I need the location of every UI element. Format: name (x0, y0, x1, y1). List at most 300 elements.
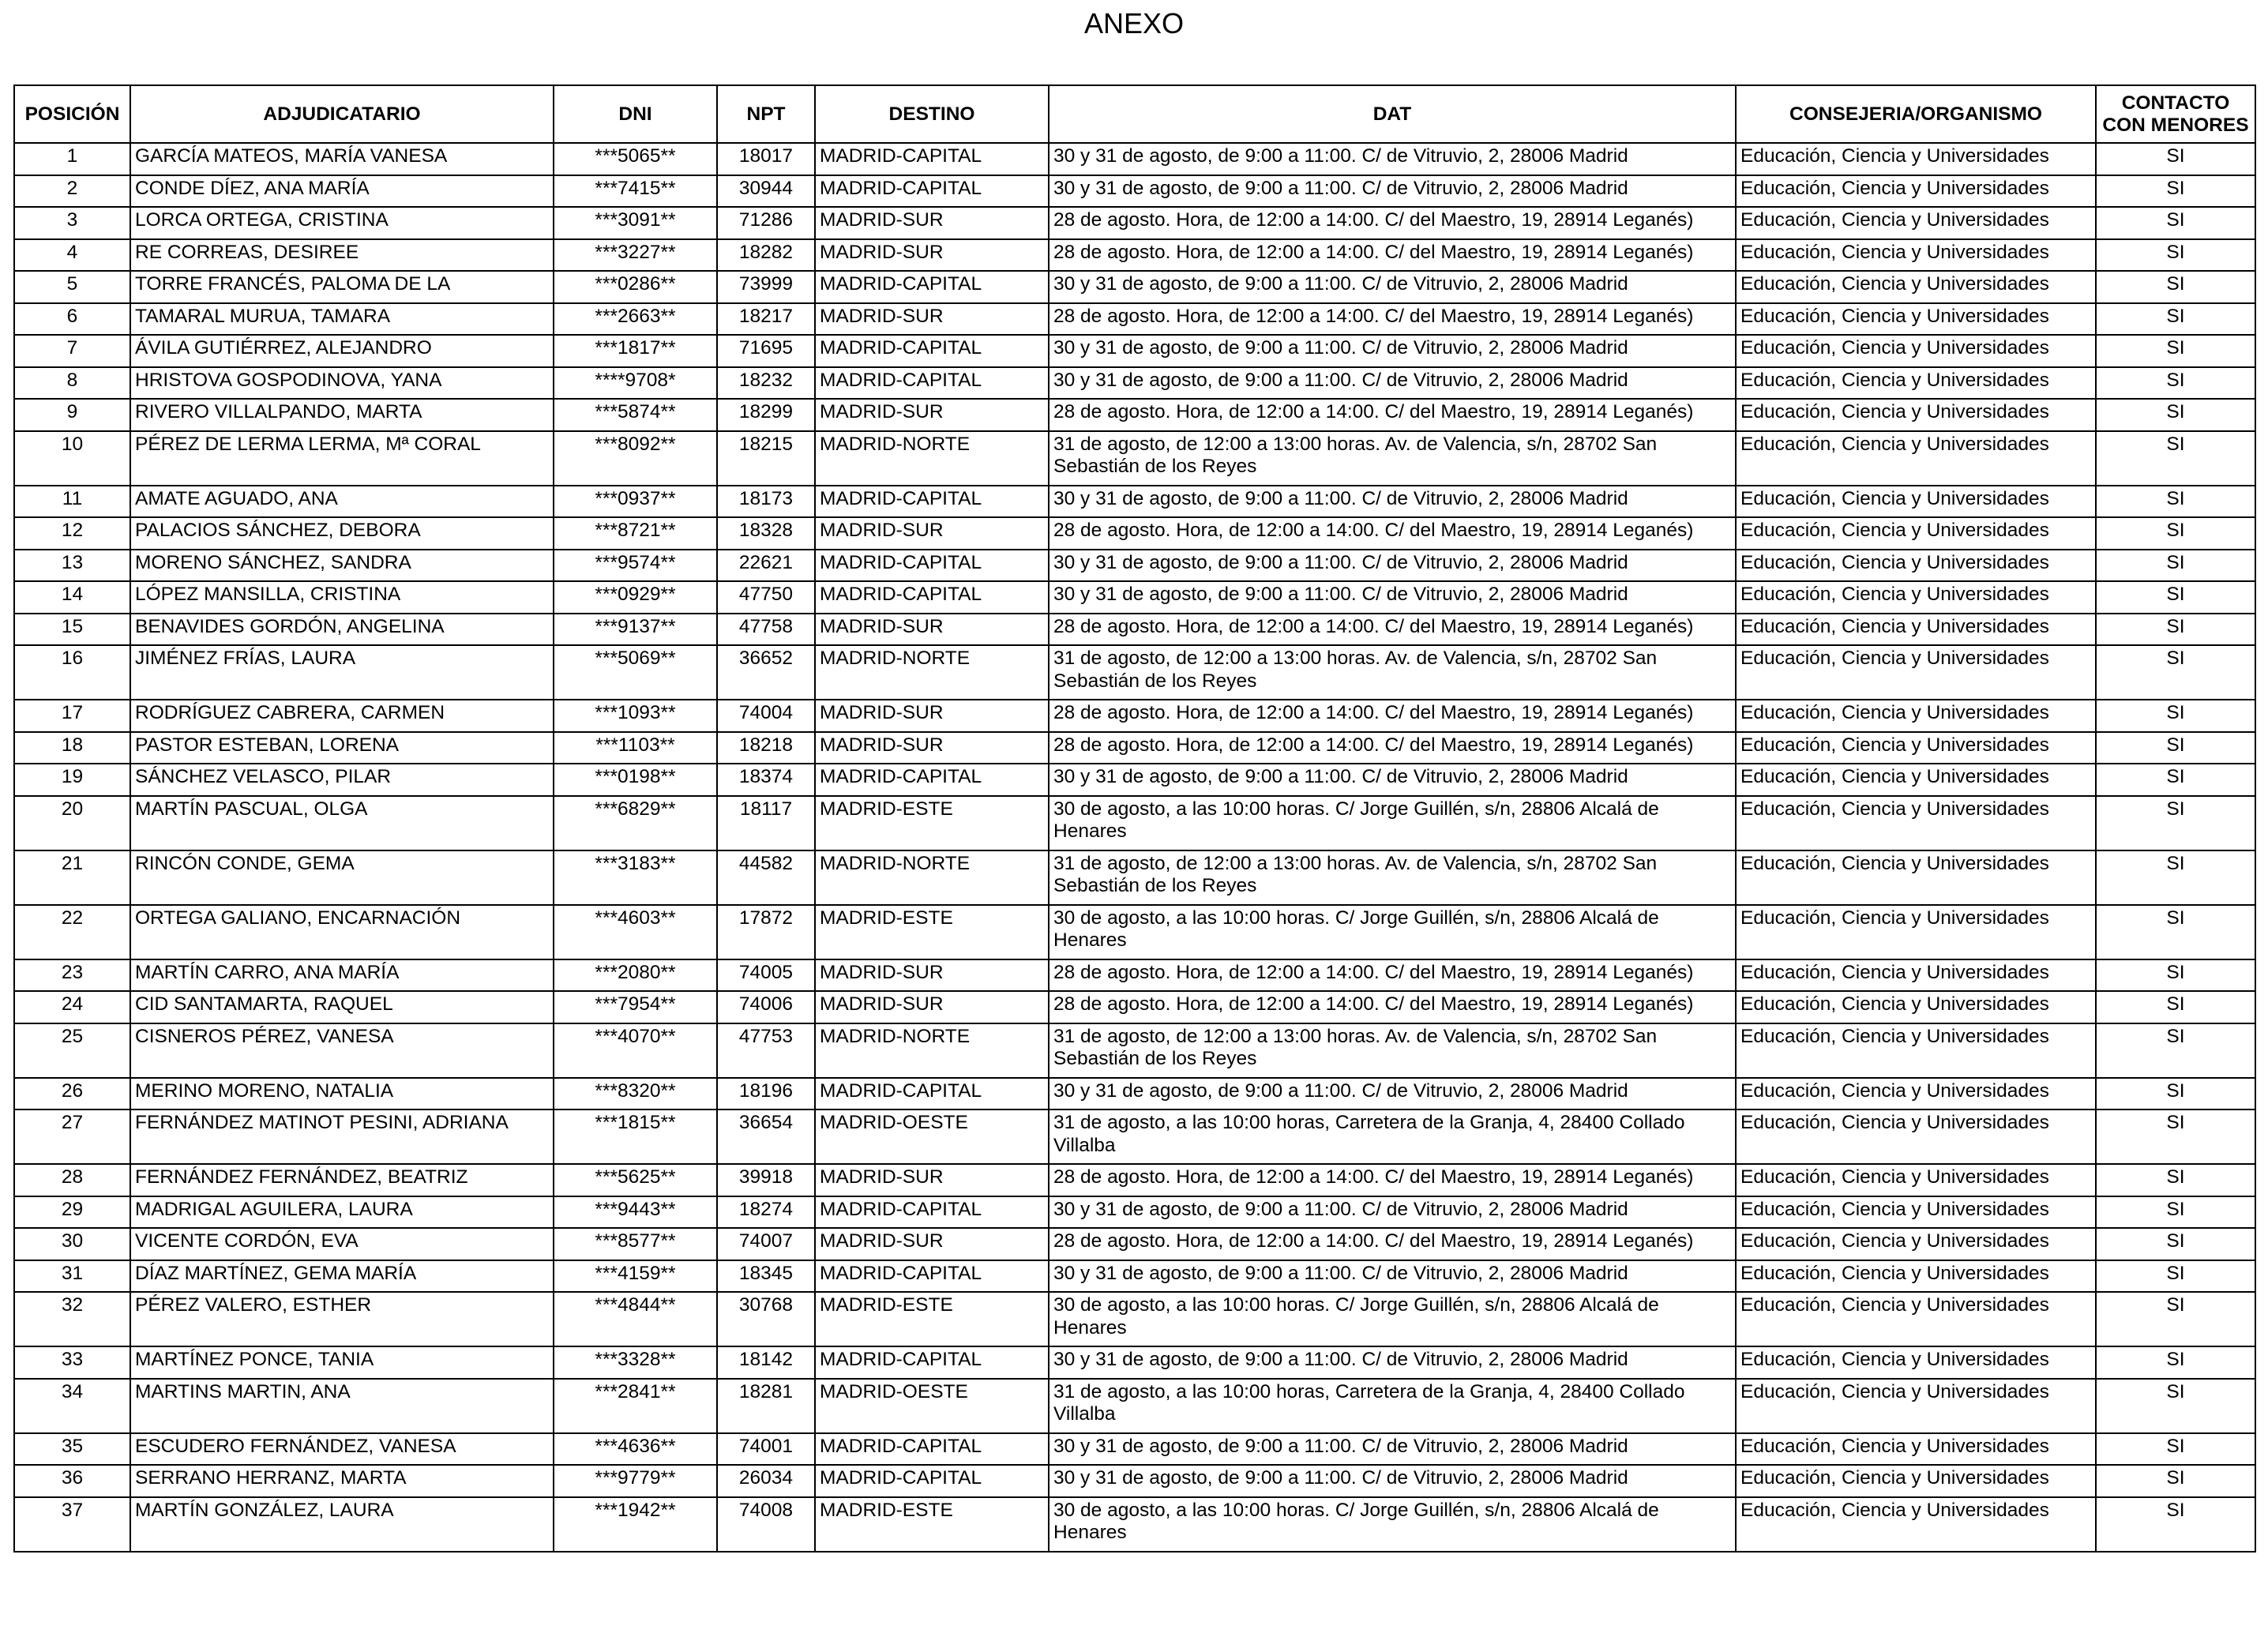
cell-dat: 30 y 31 de agosto, de 9:00 a 11:00. C/ de Vitruvio, 2, 28006 Madrid (1049, 1433, 1736, 1466)
cell-dni: ***3227** (554, 239, 717, 272)
cell-destino: MADRID-CAPITAL (815, 1346, 1049, 1379)
cell-contacto: SI (2096, 486, 2255, 518)
table-row (14, 239, 2255, 272)
cell-destino: MADRID-SUR (815, 207, 1049, 239)
table-row (14, 1292, 2255, 1346)
cell-npt: 18142 (717, 1346, 815, 1379)
cell-contacto: SI (2096, 1433, 2255, 1466)
header-destino: DESTINO (815, 85, 1049, 143)
cell-consejeria: Educación, Ciencia y Universidades (1736, 399, 2096, 431)
cell-consejeria: Educación, Ciencia y Universidades (1736, 1379, 2096, 1433)
table-row (14, 367, 2255, 400)
cell-contacto: SI (2096, 303, 2255, 336)
cell-adjudicatario: BENAVIDES GORDÓN, ANGELINA (130, 614, 554, 646)
header-contacto-line2: CON MENORES (2102, 114, 2249, 136)
cell-contacto: SI (2096, 207, 2255, 239)
cell-dni: ***4844** (554, 1292, 717, 1346)
cell-consejeria: Educación, Ciencia y Universidades (1736, 1497, 2096, 1552)
cell-destino: MADRID-SUR (815, 1164, 1049, 1196)
cell-npt: 18281 (717, 1379, 815, 1433)
cell-dni: ***5874** (554, 399, 717, 431)
cell-posicion: 10 (14, 431, 130, 486)
cell-contacto: SI (2096, 550, 2255, 582)
cell-posicion: 27 (14, 1109, 130, 1164)
cell-destino: MADRID-SUR (815, 517, 1049, 550)
cell-dat: 28 de agosto. Hora, de 12:00 a 14:00. C/ del Maestro, 19, 28914 Leganés) (1049, 959, 1736, 992)
table-row (14, 991, 2255, 1023)
header-contacto-con-menores (2096, 85, 2255, 143)
cell-adjudicatario: MADRIGAL AGUILERA, LAURA (130, 1196, 554, 1229)
cell-contacto: SI (2096, 1023, 2255, 1078)
cell-dni: ***4070** (554, 1023, 717, 1078)
cell-npt: 74004 (717, 700, 815, 732)
cell-destino: MADRID-CAPITAL (815, 1196, 1049, 1229)
cell-contacto: SI (2096, 700, 2255, 732)
cell-destino: MADRID-CAPITAL (815, 1433, 1049, 1466)
header-npt: NPT (717, 85, 815, 143)
cell-contacto: SI (2096, 1196, 2255, 1229)
cell-npt: 71286 (717, 207, 815, 239)
cell-dni: ***1103** (554, 732, 717, 764)
cell-adjudicatario: PÉREZ DE LERMA LERMA, Mª CORAL (130, 431, 554, 486)
cell-destino: MADRID-CAPITAL (815, 335, 1049, 367)
cell-consejeria: Educación, Ciencia y Universidades (1736, 991, 2096, 1023)
cell-dni: ***2841** (554, 1379, 717, 1433)
cell-consejeria: Educación, Ciencia y Universidades (1736, 550, 2096, 582)
cell-posicion: 11 (14, 486, 130, 518)
cell-posicion: 23 (14, 959, 130, 992)
cell-posicion: 14 (14, 581, 130, 614)
cell-dni: ***6829** (554, 796, 717, 850)
cell-contacto: SI (2096, 732, 2255, 764)
table-row (14, 614, 2255, 646)
cell-destino: MADRID-OESTE (815, 1109, 1049, 1164)
cell-dni: ***9137** (554, 614, 717, 646)
cell-adjudicatario: FERNÁNDEZ MATINOT PESINI, ADRIANA (130, 1109, 554, 1164)
cell-npt: 47758 (717, 614, 815, 646)
cell-npt: 18328 (717, 517, 815, 550)
cell-posicion: 6 (14, 303, 130, 336)
cell-destino: MADRID-ESTE (815, 1292, 1049, 1346)
cell-npt: 17872 (717, 905, 815, 959)
cell-contacto: SI (2096, 850, 2255, 905)
cell-consejeria: Educación, Ciencia y Universidades (1736, 207, 2096, 239)
header-consejeria: CONSEJERIA/ORGANISMO (1736, 85, 2096, 143)
cell-contacto: SI (2096, 517, 2255, 550)
cell-posicion: 26 (14, 1078, 130, 1110)
cell-adjudicatario: PALACIOS SÁNCHEZ, DEBORA (130, 517, 554, 550)
table-row (14, 1078, 2255, 1110)
table-row (14, 1379, 2255, 1433)
cell-dat: 30 y 31 de agosto, de 9:00 a 11:00. C/ de Vitruvio, 2, 28006 Madrid (1049, 1196, 1736, 1229)
cell-consejeria: Educación, Ciencia y Universidades (1736, 271, 2096, 303)
cell-dni: ***3091** (554, 207, 717, 239)
cell-dat: 31 de agosto, a las 10:00 horas, Carretera de la Granja, 4, 28400 Collado Villalba (1049, 1379, 1736, 1433)
cell-npt: 18232 (717, 367, 815, 400)
cell-npt: 18117 (717, 796, 815, 850)
cell-npt: 36654 (717, 1109, 815, 1164)
cell-adjudicatario: ORTEGA GALIANO, ENCARNACIÓN (130, 905, 554, 959)
table-row (14, 1497, 2255, 1552)
cell-adjudicatario: FERNÁNDEZ FERNÁNDEZ, BEATRIZ (130, 1164, 554, 1196)
cell-dni: ***3328** (554, 1346, 717, 1379)
cell-dat: 30 de agosto, a las 10:00 horas. C/ Jorge Guillén, s/n, 28806 Alcalá de Henares (1049, 1497, 1736, 1552)
table-row (14, 1346, 2255, 1379)
cell-posicion: 2 (14, 175, 130, 208)
cell-destino: MADRID-CAPITAL (815, 175, 1049, 208)
cell-consejeria: Educación, Ciencia y Universidades (1736, 614, 2096, 646)
cell-dat: 28 de agosto. Hora, de 12:00 a 14:00. C/ del Maestro, 19, 28914 Leganés) (1049, 517, 1736, 550)
cell-npt: 18196 (717, 1078, 815, 1110)
cell-adjudicatario: DÍAZ MARTÍNEZ, GEMA MARÍA (130, 1260, 554, 1293)
cell-dni: ***7415** (554, 175, 717, 208)
cell-posicion: 28 (14, 1164, 130, 1196)
cell-dni: ***8320** (554, 1078, 717, 1110)
header-contacto-line1: CONTACTO (2121, 92, 2230, 114)
cell-npt: 47753 (717, 1023, 815, 1078)
cell-destino: MADRID-OESTE (815, 1379, 1049, 1433)
cell-adjudicatario: CID SANTAMARTA, RAQUEL (130, 991, 554, 1023)
header-adjudicatario: ADJUDICATARIO (130, 85, 554, 143)
cell-consejeria: Educación, Ciencia y Universidades (1736, 700, 2096, 732)
cell-posicion: 9 (14, 399, 130, 431)
cell-consejeria: Educación, Ciencia y Universidades (1736, 581, 2096, 614)
cell-contacto: SI (2096, 1228, 2255, 1260)
cell-consejeria: Educación, Ciencia y Universidades (1736, 764, 2096, 796)
cell-dni: ***2663** (554, 303, 717, 336)
cell-consejeria: Educación, Ciencia y Universidades (1736, 367, 2096, 400)
cell-posicion: 1 (14, 143, 130, 175)
cell-destino: MADRID-CAPITAL (815, 581, 1049, 614)
cell-adjudicatario: HRISTOVA GOSPODINOVA, YANA (130, 367, 554, 400)
cell-posicion: 31 (14, 1260, 130, 1293)
table-row (14, 1228, 2255, 1260)
cell-contacto: SI (2096, 959, 2255, 992)
cell-dat: 30 y 31 de agosto, de 9:00 a 11:00. C/ de Vitruvio, 2, 28006 Madrid (1049, 1260, 1736, 1293)
cell-dni: ***5069** (554, 645, 717, 700)
cell-dni: ***7954** (554, 991, 717, 1023)
cell-destino: MADRID-CAPITAL (815, 764, 1049, 796)
table-row (14, 905, 2255, 959)
cell-destino: MADRID-ESTE (815, 1497, 1049, 1552)
cell-destino: MADRID-SUR (815, 732, 1049, 764)
cell-dat: 30 de agosto, a las 10:00 horas. C/ Jorge Guillén, s/n, 28806 Alcalá de Henares (1049, 1292, 1736, 1346)
cell-contacto: SI (2096, 905, 2255, 959)
table-row (14, 1433, 2255, 1466)
cell-dat: 30 y 31 de agosto, de 9:00 a 11:00. C/ de Vitruvio, 2, 28006 Madrid (1049, 1465, 1736, 1497)
cell-posicion: 16 (14, 645, 130, 700)
cell-contacto: SI (2096, 1292, 2255, 1346)
cell-adjudicatario: MARTÍN GONZÁLEZ, LAURA (130, 1497, 554, 1552)
cell-dat: 30 y 31 de agosto, de 9:00 a 11:00. C/ de Vitruvio, 2, 28006 Madrid (1049, 1346, 1736, 1379)
cell-consejeria: Educación, Ciencia y Universidades (1736, 486, 2096, 518)
cell-contacto: SI (2096, 143, 2255, 175)
page-title: ANEXO (1083, 7, 1185, 39)
cell-destino: MADRID-ESTE (815, 796, 1049, 850)
cell-posicion: 20 (14, 796, 130, 850)
cell-contacto: SI (2096, 271, 2255, 303)
table-row (14, 431, 2255, 486)
cell-npt: 74005 (717, 959, 815, 992)
cell-npt: 47750 (717, 581, 815, 614)
cell-consejeria: Educación, Ciencia y Universidades (1736, 1196, 2096, 1229)
cell-consejeria: Educación, Ciencia y Universidades (1736, 732, 2096, 764)
cell-consejeria: Educación, Ciencia y Universidades (1736, 1164, 2096, 1196)
table-row (14, 764, 2255, 796)
table-row (14, 1023, 2255, 1078)
cell-contacto: SI (2096, 335, 2255, 367)
cell-destino: MADRID-CAPITAL (815, 1260, 1049, 1293)
cell-posicion: 34 (14, 1379, 130, 1433)
cell-npt: 18173 (717, 486, 815, 518)
cell-dat: 28 de agosto. Hora, de 12:00 a 14:00. C/ del Maestro, 19, 28914 Leganés) (1049, 700, 1736, 732)
cell-adjudicatario: ESCUDERO FERNÁNDEZ, VANESA (130, 1433, 554, 1466)
cell-dat: 30 y 31 de agosto, de 9:00 a 11:00. C/ de Vitruvio, 2, 28006 Madrid (1049, 581, 1736, 614)
cell-dat: 30 y 31 de agosto, de 9:00 a 11:00. C/ de Vitruvio, 2, 28006 Madrid (1049, 486, 1736, 518)
cell-adjudicatario: PÉREZ VALERO, ESTHER (130, 1292, 554, 1346)
cell-contacto: SI (2096, 1497, 2255, 1552)
cell-adjudicatario: SERRANO HERRANZ, MARTA (130, 1465, 554, 1497)
cell-contacto: SI (2096, 1078, 2255, 1110)
cell-posicion: 29 (14, 1196, 130, 1229)
cell-consejeria: Educación, Ciencia y Universidades (1736, 1465, 2096, 1497)
cell-dni: ****9708* (554, 367, 717, 400)
cell-consejeria: Educación, Ciencia y Universidades (1736, 1346, 2096, 1379)
cell-destino: MADRID-CAPITAL (815, 486, 1049, 518)
cell-consejeria: Educación, Ciencia y Universidades (1736, 517, 2096, 550)
cell-consejeria: Educación, Ciencia y Universidades (1736, 959, 2096, 992)
cell-adjudicatario: ÁVILA GUTIÉRREZ, ALEJANDRO (130, 335, 554, 367)
table-row (14, 271, 2255, 303)
cell-posicion: 12 (14, 517, 130, 550)
cell-consejeria: Educación, Ciencia y Universidades (1736, 1228, 2096, 1260)
cell-consejeria: Educación, Ciencia y Universidades (1736, 335, 2096, 367)
cell-destino: MADRID-SUR (815, 991, 1049, 1023)
cell-dni: ***1942** (554, 1497, 717, 1552)
cell-consejeria: Educación, Ciencia y Universidades (1736, 796, 2096, 850)
table-row (14, 1196, 2255, 1229)
cell-destino: MADRID-CAPITAL (815, 1078, 1049, 1110)
cell-posicion: 3 (14, 207, 130, 239)
cell-npt: 18345 (717, 1260, 815, 1293)
cell-npt: 18299 (717, 399, 815, 431)
cell-adjudicatario: VICENTE CORDÓN, EVA (130, 1228, 554, 1260)
cell-posicion: 4 (14, 239, 130, 272)
cell-dni: ***8721** (554, 517, 717, 550)
cell-npt: 18282 (717, 239, 815, 272)
cell-dni: ***0937** (554, 486, 717, 518)
cell-adjudicatario: RINCÓN CONDE, GEMA (130, 850, 554, 905)
cell-dat: 31 de agosto, a las 10:00 horas, Carretera de la Granja, 4, 28400 Collado Villalba (1049, 1109, 1736, 1164)
cell-npt: 22621 (717, 550, 815, 582)
cell-destino: MADRID-SUR (815, 614, 1049, 646)
table-row (14, 796, 2255, 850)
cell-posicion: 32 (14, 1292, 130, 1346)
cell-contacto: SI (2096, 581, 2255, 614)
cell-contacto: SI (2096, 1260, 2255, 1293)
cell-dat: 28 de agosto. Hora, de 12:00 a 14:00. C/ del Maestro, 19, 28914 Leganés) (1049, 239, 1736, 272)
cell-posicion: 17 (14, 700, 130, 732)
cell-posicion: 13 (14, 550, 130, 582)
cell-contacto: SI (2096, 796, 2255, 850)
cell-npt: 39918 (717, 1164, 815, 1196)
cell-posicion: 37 (14, 1497, 130, 1552)
cell-npt: 30944 (717, 175, 815, 208)
table-row (14, 335, 2255, 367)
cell-npt: 18017 (717, 143, 815, 175)
cell-posicion: 5 (14, 271, 130, 303)
cell-npt: 73999 (717, 271, 815, 303)
cell-adjudicatario: RE CORREAS, DESIREE (130, 239, 554, 272)
cell-dni: ***9779** (554, 1465, 717, 1497)
cell-npt: 44582 (717, 850, 815, 905)
cell-posicion: 21 (14, 850, 130, 905)
cell-posicion: 35 (14, 1433, 130, 1466)
cell-dat: 30 y 31 de agosto, de 9:00 a 11:00. C/ de Vitruvio, 2, 28006 Madrid (1049, 335, 1736, 367)
cell-dat: 30 de agosto, a las 10:00 horas. C/ Jorge Guillén, s/n, 28806 Alcalá de Henares (1049, 796, 1736, 850)
anexo-table (13, 84, 2256, 1553)
header-dat: DAT (1049, 85, 1736, 143)
cell-dni: ***1093** (554, 700, 717, 732)
cell-consejeria: Educación, Ciencia y Universidades (1736, 143, 2096, 175)
cell-contacto: SI (2096, 1379, 2255, 1433)
cell-dat: 28 de agosto. Hora, de 12:00 a 14:00. C/ del Maestro, 19, 28914 Leganés) (1049, 732, 1736, 764)
cell-dni: ***3183** (554, 850, 717, 905)
cell-contacto: SI (2096, 614, 2255, 646)
cell-consejeria: Educación, Ciencia y Universidades (1736, 431, 2096, 486)
cell-dat: 30 y 31 de agosto, de 9:00 a 11:00. C/ de Vitruvio, 2, 28006 Madrid (1049, 550, 1736, 582)
cell-destino: MADRID-NORTE (815, 1023, 1049, 1078)
cell-npt: 74006 (717, 991, 815, 1023)
cell-posicion: 22 (14, 905, 130, 959)
header-posicion: POSICIÓN (14, 85, 130, 143)
header-dni: DNI (554, 85, 717, 143)
table-row (14, 143, 2255, 175)
cell-destino: MADRID-NORTE (815, 431, 1049, 486)
cell-consejeria: Educación, Ciencia y Universidades (1736, 175, 2096, 208)
cell-adjudicatario: PASTOR ESTEBAN, LORENA (130, 732, 554, 764)
table-row (14, 1465, 2255, 1497)
cell-contacto: SI (2096, 1465, 2255, 1497)
cell-dat: 30 y 31 de agosto, de 9:00 a 11:00. C/ de Vitruvio, 2, 28006 Madrid (1049, 143, 1736, 175)
cell-consejeria: Educación, Ciencia y Universidades (1736, 905, 2096, 959)
cell-dat: 30 y 31 de agosto, de 9:00 a 11:00. C/ de Vitruvio, 2, 28006 Madrid (1049, 175, 1736, 208)
cell-adjudicatario: AMATE AGUADO, ANA (130, 486, 554, 518)
table-row (14, 1109, 2255, 1164)
cell-destino: MADRID-SUR (815, 1228, 1049, 1260)
table-row (14, 399, 2255, 431)
cell-posicion: 25 (14, 1023, 130, 1078)
table-row (14, 175, 2255, 208)
cell-consejeria: Educación, Ciencia y Universidades (1736, 1292, 2096, 1346)
cell-npt: 18218 (717, 732, 815, 764)
cell-npt: 18217 (717, 303, 815, 336)
cell-contacto: SI (2096, 1346, 2255, 1379)
cell-consejeria: Educación, Ciencia y Universidades (1736, 1433, 2096, 1466)
cell-contacto: SI (2096, 991, 2255, 1023)
cell-npt: 71695 (717, 335, 815, 367)
cell-contacto: SI (2096, 367, 2255, 400)
cell-contacto: SI (2096, 431, 2255, 486)
cell-posicion: 36 (14, 1465, 130, 1497)
cell-posicion: 18 (14, 732, 130, 764)
cell-dat: 30 de agosto, a las 10:00 horas. C/ Jorge Guillén, s/n, 28806 Alcalá de Henares (1049, 905, 1736, 959)
table-row (14, 1164, 2255, 1196)
cell-dni: ***4636** (554, 1433, 717, 1466)
cell-dni: ***0198** (554, 764, 717, 796)
cell-dat: 31 de agosto, de 12:00 a 13:00 horas. Av. de Valencia, s/n, 28702 San Sebastián de los Reyes (1049, 645, 1736, 700)
cell-npt: 26034 (717, 1465, 815, 1497)
cell-dat: 28 de agosto. Hora, de 12:00 a 14:00. C/ del Maestro, 19, 28914 Leganés) (1049, 303, 1736, 336)
cell-contacto: SI (2096, 175, 2255, 208)
table-row (14, 1260, 2255, 1293)
cell-dni: ***0286** (554, 271, 717, 303)
cell-npt: 74008 (717, 1497, 815, 1552)
cell-dni: ***8092** (554, 431, 717, 486)
cell-destino: MADRID-ESTE (815, 905, 1049, 959)
cell-dat: 28 de agosto. Hora, de 12:00 a 14:00. C/ del Maestro, 19, 28914 Leganés) (1049, 1228, 1736, 1260)
cell-posicion: 30 (14, 1228, 130, 1260)
cell-posicion: 15 (14, 614, 130, 646)
cell-adjudicatario: RIVERO VILLALPANDO, MARTA (130, 399, 554, 431)
cell-adjudicatario: RODRÍGUEZ CABRERA, CARMEN (130, 700, 554, 732)
cell-adjudicatario: MARTÍNEZ PONCE, TANIA (130, 1346, 554, 1379)
cell-dat: 28 de agosto. Hora, de 12:00 a 14:00. C/ del Maestro, 19, 28914 Leganés) (1049, 399, 1736, 431)
cell-npt: 18374 (717, 764, 815, 796)
cell-adjudicatario: CONDE DÍEZ, ANA MARÍA (130, 175, 554, 208)
cell-adjudicatario: LÓPEZ MANSILLA, CRISTINA (130, 581, 554, 614)
cell-adjudicatario: LORCA ORTEGA, CRISTINA (130, 207, 554, 239)
cell-dat: 30 y 31 de agosto, de 9:00 a 11:00. C/ de Vitruvio, 2, 28006 Madrid (1049, 1078, 1736, 1110)
cell-dni: ***9443** (554, 1196, 717, 1229)
cell-dat: 28 de agosto. Hora, de 12:00 a 14:00. C/ del Maestro, 19, 28914 Leganés) (1049, 991, 1736, 1023)
cell-destino: MADRID-SUR (815, 303, 1049, 336)
cell-adjudicatario: MERINO MORENO, NATALIA (130, 1078, 554, 1110)
cell-dat: 28 de agosto. Hora, de 12:00 a 14:00. C/ del Maestro, 19, 28914 Leganés) (1049, 207, 1736, 239)
cell-dni: ***9574** (554, 550, 717, 582)
cell-adjudicatario: TAMARAL MURUA, TAMARA (130, 303, 554, 336)
cell-dni: ***5065** (554, 143, 717, 175)
table-row (14, 517, 2255, 550)
cell-destino: MADRID-NORTE (815, 850, 1049, 905)
cell-contacto: SI (2096, 645, 2255, 700)
cell-dat: 28 de agosto. Hora, de 12:00 a 14:00. C/ del Maestro, 19, 28914 Leganés) (1049, 614, 1736, 646)
cell-contacto: SI (2096, 764, 2255, 796)
cell-consejeria: Educación, Ciencia y Universidades (1736, 1023, 2096, 1078)
table-row (14, 303, 2255, 336)
cell-destino: MADRID-SUR (815, 239, 1049, 272)
cell-destino: MADRID-CAPITAL (815, 143, 1049, 175)
cell-dat: 28 de agosto. Hora, de 12:00 a 14:00. C/ del Maestro, 19, 28914 Leganés) (1049, 1164, 1736, 1196)
cell-npt: 74001 (717, 1433, 815, 1466)
cell-consejeria: Educación, Ciencia y Universidades (1736, 850, 2096, 905)
cell-adjudicatario: MARTÍN CARRO, ANA MARÍA (130, 959, 554, 992)
table-row (14, 959, 2255, 992)
cell-destino: MADRID-CAPITAL (815, 550, 1049, 582)
cell-dni: ***1815** (554, 1109, 717, 1164)
cell-dat: 30 y 31 de agosto, de 9:00 a 11:00. C/ de Vitruvio, 2, 28006 Madrid (1049, 367, 1736, 400)
cell-destino: MADRID-CAPITAL (815, 271, 1049, 303)
table-row (14, 645, 2255, 700)
table-row (14, 486, 2255, 518)
cell-consejeria: Educación, Ciencia y Universidades (1736, 645, 2096, 700)
table-row (14, 581, 2255, 614)
cell-consejeria: Educación, Ciencia y Universidades (1736, 1109, 2096, 1164)
cell-npt: 36652 (717, 645, 815, 700)
cell-npt: 18215 (717, 431, 815, 486)
cell-dat: 31 de agosto, de 12:00 a 13:00 horas. Av. de Valencia, s/n, 28702 San Sebastián de los Reyes (1049, 431, 1736, 486)
cell-dat: 30 y 31 de agosto, de 9:00 a 11:00. C/ de Vitruvio, 2, 28006 Madrid (1049, 271, 1736, 303)
